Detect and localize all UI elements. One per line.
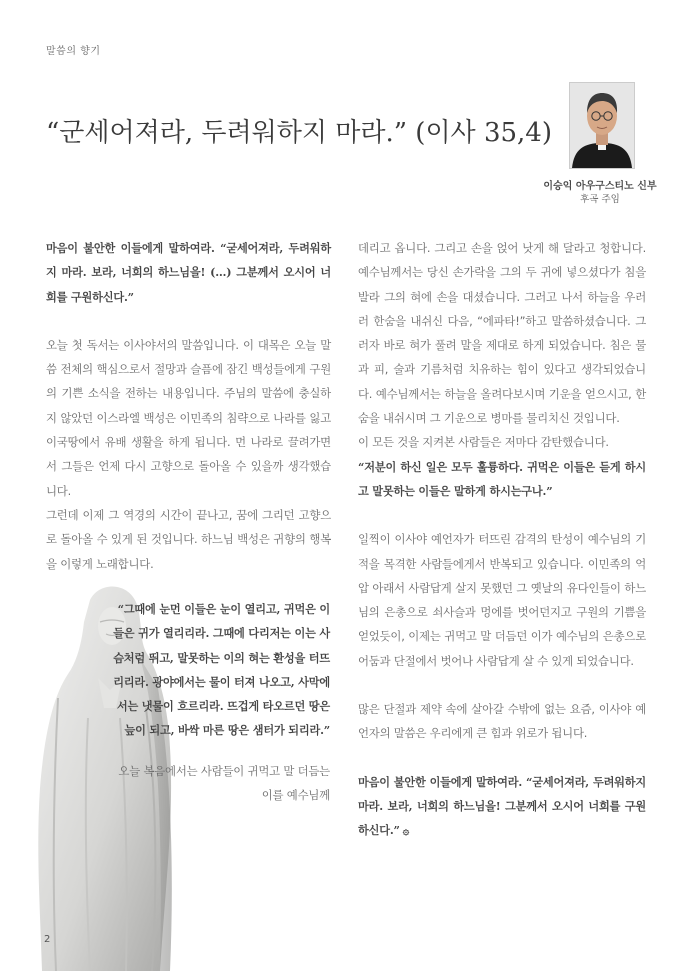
author-photo (569, 82, 635, 169)
body-paragraph: 오늘 복음에서는 사람들이 귀먹고 말 더듬는 이를 예수님께 (118, 763, 330, 803)
crowd-quote: “저분이 하신 일은 모두 훌륭하다. 귀먹은 이들은 듣게 하시고 말못하는 이들은 말하게 하시는구나.” (358, 459, 646, 498)
end-mark-icon: ۞ (402, 824, 410, 838)
closing-quote (358, 770, 646, 844)
closing-quote-text: 마음이 불안한 이들에게 말하여라. “굳세어져라, 두려워하지 마라. 보라, 너희의 하느님을! 그분께서 오시어 너희를 구원하신다.” (358, 774, 646, 838)
intro-quote: 마음이 불안한 이들에게 말하여라. “굳세어져라, 두려워하지 마라. 보라, 너희의 하느님을! (…) 그분께서 오시어 너희를 구원하신다.” (46, 241, 331, 304)
right-column (358, 236, 646, 844)
page-number: 2 (44, 934, 51, 945)
author-name: 이승익 아우구스티노 신부 (543, 181, 657, 192)
indented-quote-block (110, 597, 330, 807)
body-paragraph: 이 모든 것을 지켜본 사람들은 저마다 감탄했습니다. (358, 435, 609, 450)
isaiah-quote: “그때에 눈먼 이들은 눈이 열리고, 귀먹은 이들은 귀가 열리리라. 그때에 다리저는 이는 사슴처럼 뛰고, 말못하는 이의 혀는 환성을 터뜨리리라. 광야에서는 물이 터져 나오고, 사막에서는 냇물이 흐르리라. 뜨겁게 타오르던 땅은 늪이 되고, 바싹 마른 땅은 샘터가 되리라.” (113, 602, 330, 738)
author-parish: 후곡 주임 (580, 194, 620, 205)
body-paragraph: 많은 단절과 제약 속에 살아갈 수밖에 없는 요즘, 이사야 예언자의 말씀은 우리에게 큰 힘과 위로가 됩니다. (358, 702, 646, 741)
left-column (46, 236, 331, 576)
body-paragraph: 그런데 이제 그 역경의 시간이 끝나고, 꿈에 그리던 고향으로 돌아올 수 있게 된 것입니다. 하느님 백성은 귀향의 행복을 이렇게 노래합니다. (46, 507, 331, 571)
body-paragraph: 데리고 옵니다. 그리고 손을 얹어 낫게 해 달라고 청합니다. 예수님께서는 당신 손가락을 그의 두 귀에 넣으셨다가 침을 발라 그의 혀에 손을 대셨습니다. 그러고 나서 하늘을 우러러 한숨을 내쉬신 다음, “에파타!”하고 말씀하셨습니다. 그러자 바로 혀가 풀려 말을 제대로 하게 되었습니다. 침은 물과 피, 술과 기름처럼 치유하는 힘이 있다고 생각되었습니다. 예수님께서는 하늘을 올려다보시며 기운을 얻으시고, 한숨을 내쉬시며 그 기운으로 병마를 물리치신 것입니다. (358, 241, 646, 426)
body-paragraph: 일찍이 이사야 예언자가 터뜨린 감격의 탄성이 예수님의 기적을 목격한 사람들에게서 반복되고 있습니다. 이민족의 억압 아래서 사람답게 살지 못했던 그 옛날의 유다인들이 하느님의 은총으로 쇠사슬과 멍에를 벗어던지고 구원의 기쁨을 얻었듯이, 이제는 귀먹고 말 더듬던 이가 예수님의 은총으로 어둠과 단절에서 벗어나 사람답게 살 수 있게 되었습니다. (358, 532, 646, 668)
section-label: 말씀의 향기 (46, 46, 101, 57)
article-headline: “군세어져라, 두려워하지 마라.” (이사 35,4) (46, 118, 552, 148)
body-paragraph: 오늘 첫 독서는 이사야서의 말씀입니다. 이 대목은 오늘 말씀 전체의 핵심으로서 절망과 슬픔에 잠긴 백성들에게 구원의 기쁜 소식을 전하는 내용입니다. 주님의 말씀에 충실하지 않았던 이스라엘 백성은 이민족의 침략으로 나라를 잃고 이국땅에서 유배 생활을 하게 됩니다. 먼 나라로 끌려가면서 그들은 언제 다시 고향으로 돌아올 수 있을까 생각했습니다. (46, 337, 331, 498)
